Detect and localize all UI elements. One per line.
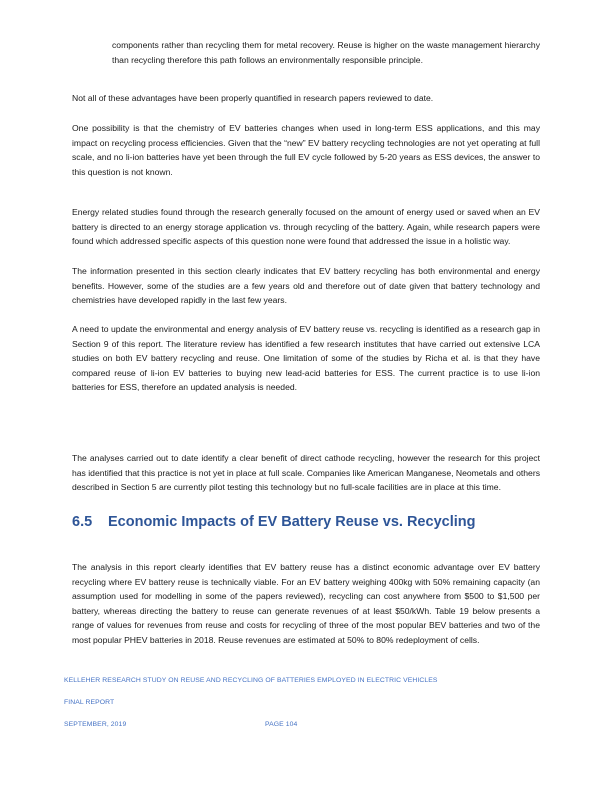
section-heading (72, 514, 475, 530)
paragraph-reuse-hierarchy: components rather than recycling them for metal recovery. Reuse is higher on the waste management hierarchy than recycling therefore this path follows an environmentally responsible principle. (112, 40, 540, 65)
paragraph-advantages: Not all of these advantages have been properly quantified in research papers reviewed to date. (72, 93, 434, 103)
paragraph-chemistry: One possibility is that the chemistry of EV batteries changes when used in long-term ESS applications, and this may impact on recycling process efficiencies. Given that the “new” EV battery recycling technologies are not yet operating at full scale, and no li-ion batteries have yet been through the full EV cycle followed by 5-20 years as ESS devices, the answer to this question is not known. (72, 123, 540, 177)
footer-report-type: FINAL REPORT (64, 699, 115, 706)
footer-page-number: PAGE 104 (265, 721, 298, 728)
paragraph-cathode-recycling: The analyses carried out to date identify a clear benefit of direct cathode recycling, however the research for this project has identified that this practice is not yet in place at full scale. Companies like American Manganese, Neometals and others described in Section 5 are currently pilot testing this technology but no full-scale facilities are in place at this time. (72, 453, 540, 493)
footer-report-title: KELLEHER RESEARCH STUDY ON REUSE AND RECYCLING OF BATTERIES EMPLOYED IN ELECTRIC VEHICLES (64, 677, 438, 684)
paragraph-information: The information presented in this section clearly indicates that EV battery recycling has both environmental and energy benefits. However, some of the studies are a few years old and therefore out of date given that battery technology and chemistries have developed rapidly in the last few years. (72, 266, 540, 306)
paragraph-economic-analysis: The analysis in this report clearly identifies that EV battery reuse has a distinct economic advantage over EV battery recycling where EV battery reuse is technically viable. For an EV battery weighing 400kg with 50% remaining capacity (an assumption used for modelling in some of the papers reviewed), recycling can cost anywhere from $500 to $1,500 per battery, whereas directing the battery to reuse can generate revenues of at least $50/kWh. Table 19 below presents a range of values for revenues from reuse and costs for recycling of three of the most popular BEV batteries and two of the most popular PHEV batteries in 2018. Reuse revenues are estimated at 50% to 80% redeployment of cells. (72, 562, 540, 645)
section-number: 6.5 (72, 514, 93, 530)
paragraph-research-gap: A need to update the environmental and energy analysis of EV battery reuse vs. recycling is identified as a research gap in Section 9 of this report. The literature review has identified a few research institutes that have carried out extensive LCA studies on both EV battery recycling and reuse. One limitation of some of the studies by Richa et al. is that they have compared reuse of li-ion EV batteries to buying new lead-acid batteries for ESS. The current practice is to use li-ion batteries for ESS, therefore an updated analysis is needed. (72, 324, 540, 393)
section-title: Economic Impacts of EV Battery Reuse vs. Recycling (108, 514, 476, 530)
footer-date: SEPTEMBER, 2019 (64, 721, 127, 728)
paragraph-energy-studies: Energy related studies found through the research generally focused on the amount of energy used or saved when an EV battery is directed to an energy storage application vs. through recycling of the battery. Again, while research papers were found which addressed specific aspects of this question none were found that addressed the issue in a holistic way. (72, 207, 540, 247)
